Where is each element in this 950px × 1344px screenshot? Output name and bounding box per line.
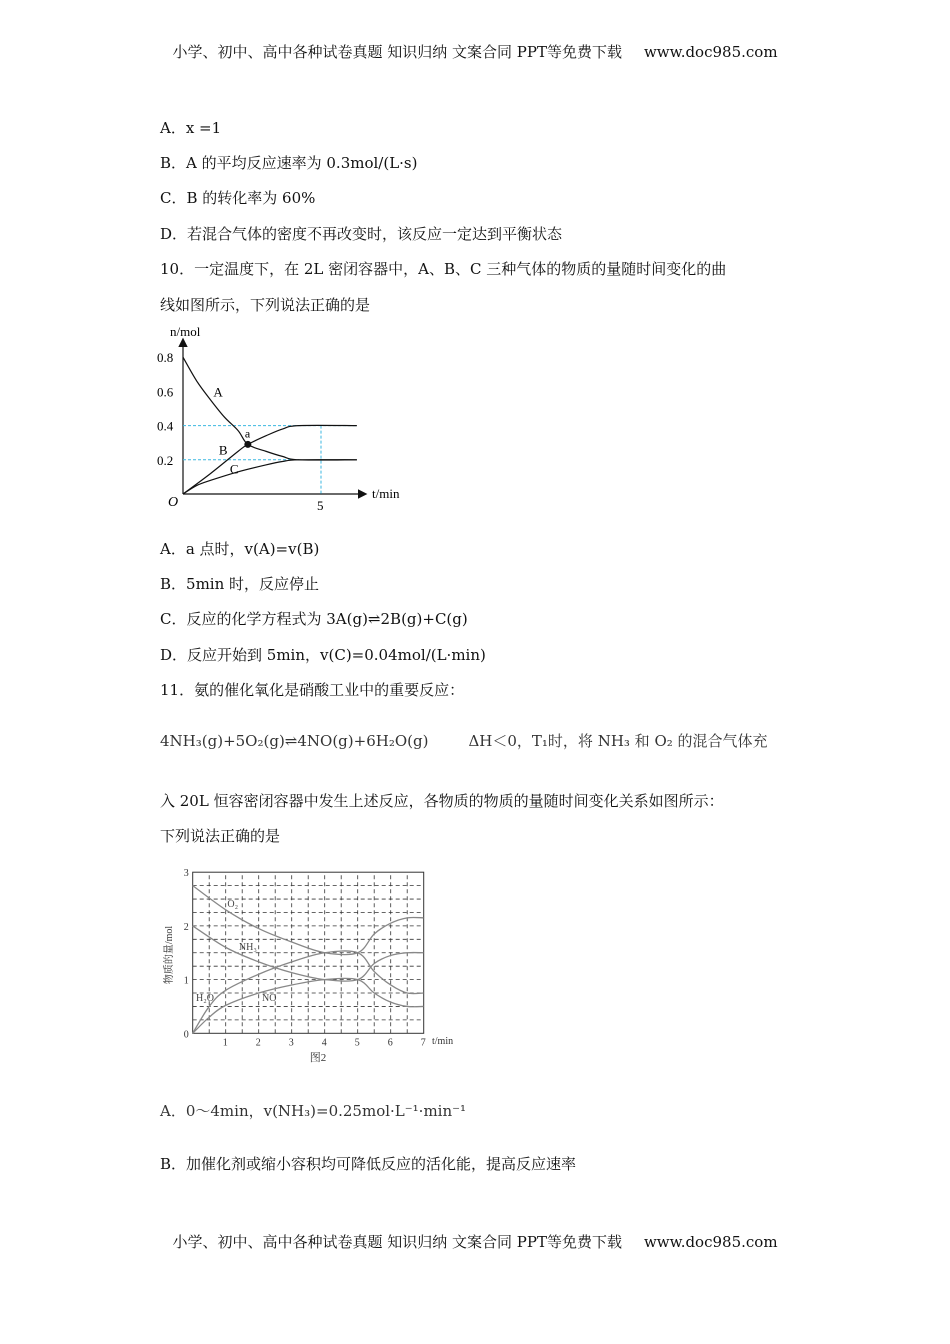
y-axis-label: n/mol xyxy=(170,324,201,339)
q10-option-c: C．反应的化学方程式为 3A(g)⇌2B(g)+C(g) xyxy=(160,610,468,628)
q10-option-a: A．a 点时，v(A)=v(B) xyxy=(160,540,320,558)
series-label: NO xyxy=(262,993,277,1005)
q11-stem-line3: 入 20L 恒容密闭容器中发生上述反应，各物质的物质的量随时间变化关系如图所示： xyxy=(160,792,724,810)
x-tick-label: 1 xyxy=(222,1037,228,1049)
x-tick-label: 3 xyxy=(288,1037,294,1049)
q10-option-b: B．5min 时，反应停止 xyxy=(160,575,320,593)
x-tick-label: 7 xyxy=(420,1037,426,1049)
q10-stem-line2: 线如图所示，下列说法正确的是 xyxy=(160,296,371,314)
q11-chart xyxy=(150,855,470,1070)
y-tick-label: 0.4 xyxy=(157,418,174,434)
point-label: a xyxy=(244,426,251,441)
y-tick-label: 2 xyxy=(183,921,189,933)
q9-option-c: C．B 的转化率为 60% xyxy=(160,189,316,207)
header-text: 小学、初中、高中各种试卷真题 知识归纳 文案合同 PPT等免费下载 xyxy=(172,43,622,61)
q9-option-d: D．若混合气体的密度不再改变时，该反应一定达到平衡状态 xyxy=(160,225,563,243)
chart-caption: 图2 xyxy=(309,1052,327,1064)
q10-option-d: D．反应开始到 5min，v(C)=0.04mol/(L·min) xyxy=(160,646,486,664)
x-tick-label: 6 xyxy=(387,1037,393,1049)
series-line-C xyxy=(183,460,357,494)
series-label: C xyxy=(229,461,239,477)
q11-option-b: B．加催化剂或缩小容积均可降低反应的活化能，提高反应速率 xyxy=(160,1155,577,1173)
x-tick-label: 4 xyxy=(321,1037,327,1049)
series-label: O₂ xyxy=(227,899,239,911)
q9-option-a: A．x =1 xyxy=(160,119,222,137)
page-header xyxy=(0,41,950,62)
y-tick-label: 3 xyxy=(183,868,189,880)
footer-url[interactable]: www.doc985.com xyxy=(643,1233,778,1251)
q9-option-b: B．A 的平均反应速率为 0.3mol/(L·s) xyxy=(160,154,418,172)
y-tick-label: 0 xyxy=(183,1029,189,1041)
q11-equation-line xyxy=(160,730,768,751)
q11-option-a: A．0～4min，v(NH₃)=0.25mol·L⁻¹·min⁻¹ xyxy=(160,1102,467,1120)
x-tick-label: 5 xyxy=(354,1037,360,1049)
x-axis-label: t/min xyxy=(372,486,400,501)
series-label: A xyxy=(213,384,223,400)
series-line xyxy=(193,951,424,1033)
series-line-A xyxy=(183,357,357,460)
series-label: H₂O xyxy=(196,993,214,1005)
x-tick-label: 2 xyxy=(255,1037,261,1049)
page-footer xyxy=(0,1231,950,1252)
y-tick-label: 1 xyxy=(183,975,189,987)
point-a xyxy=(244,441,251,448)
q10-stem-line1: 10．一定温度下，在 2L 密闭容器中，A、B、C 三种气体的物质的量随时间变化的曲 xyxy=(160,260,727,278)
series-label: B xyxy=(218,442,228,458)
y-axis-label: 物质的量/mol xyxy=(164,925,175,985)
origin-label: O xyxy=(168,495,179,510)
series-label: NH₃ xyxy=(238,942,257,954)
y-tick-label: 0.6 xyxy=(157,384,174,400)
header-url[interactable]: www.doc985.com xyxy=(643,43,778,61)
q10-chart xyxy=(150,320,410,520)
y-tick-label: 0.8 xyxy=(157,350,174,366)
equation-tail: ΔH＜0，T₁时，将 NH₃ 和 O₂ 的混合气体充 xyxy=(468,732,768,750)
q11-stem-line4: 下列说法正确的是 xyxy=(160,827,281,845)
y-tick-label: 0.2 xyxy=(157,452,174,468)
x-tick-label: 5 xyxy=(317,498,324,513)
x-axis-label: t/min xyxy=(432,1036,454,1047)
q11-stem-line1: 11．氨的催化氧化是硝酸工业中的重要反应： xyxy=(160,681,465,699)
footer-text: 小学、初中、高中各种试卷真题 知识归纳 文案合同 PPT等免费下载 xyxy=(172,1233,622,1251)
reaction-equation: 4NH₃(g)+5O₂(g)⇌4NO(g)+6H₂O(g) xyxy=(160,732,429,750)
